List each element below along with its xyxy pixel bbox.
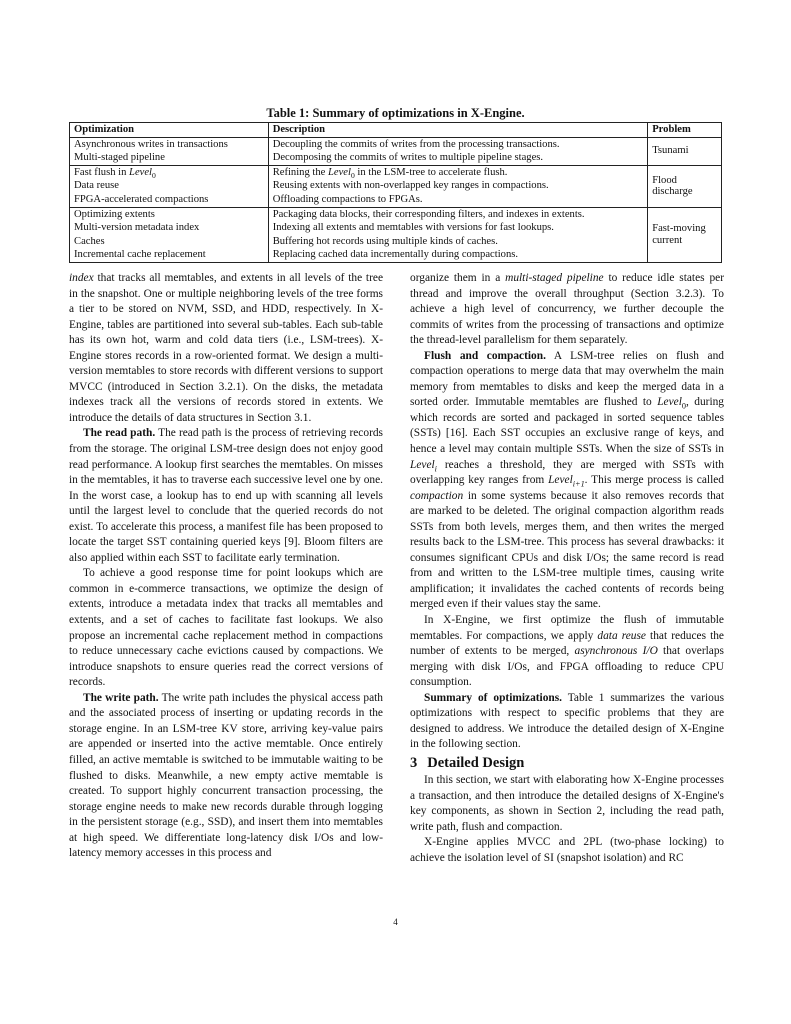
paragraph-text: A LSM-tree relies on flush and compaction operations to merge data that may overwhelm the main memory from memtables to disks and keep the merged data in a sorted order. Immutable memtables are flushed to [410,349,725,409]
cell-text: in the LSM-tree to accelerate flush. [354,166,508,178]
paragraph [69,271,383,426]
cell-optimization: Multi-staged pipeline [70,151,269,165]
cell-optimization: Multi-version metadata index [70,221,269,235]
paragraph-read-path [69,426,383,566]
table-row [70,248,722,262]
paragraph-text: The read path is the process of retrieving records from the storage. The original LSM-tree design does not enjoy good read performance. A lookup first searches the memtables. On misses in the memtables, it has to traverse each successive level one by one. In the worst case, a lookup has to end up with scanning all levels until the largest level to conclude that the queried records do not exist. To accelerate this process, a manifest file has been proposed to locate the target SST containing queried keys [9]. Bloom filters are also applied within each SST to facilitate early termination. [69,427,383,564]
run-in-heading: Summary of optimizations. [424,691,563,704]
paragraph: X-Engine applies MVCC and 2PL (two-phase locking) to achieve the isolation level of SI (snapshot isolation) and RC [410,836,724,864]
table-row [70,193,722,207]
paragraph-text: reaches a threshold, they are merged with SSTs with overlapping key ranges from [410,458,724,487]
paragraph: To achieve a good response time for point lookups which are common in e-commerce transactions, we optimize the design of extents, introduce a metadata index that tracks all memtables and extents, and a set of caches to facilitate fast lookups. We also propose an incremental cache replacement method in compactions to reduce unnecessary cache evictions caused by compactions. We introduce snapshots to ensure queries read the correct versions of records. [69,567,383,689]
paragraph-write-path [69,691,383,862]
run-in-heading: The write path. [83,691,159,704]
paragraph-text: . This merge process is called [584,474,724,487]
table-caption: Table 1: Summary of optimizations in X-Engine. [266,106,525,120]
cell-subscript: 0 [350,170,355,180]
cell-problem-fast-moving-current: Fast-moving current [648,207,722,262]
paragraph-text: organize them in a [410,272,506,284]
left-column [69,271,383,862]
optimizations-table [69,122,722,263]
italic-term: Level [657,396,682,409]
run-in-heading: Flush and compaction. [424,349,546,362]
paragraph-text: that tracks all memtables, and extents in all levels of the tree in the snapshot. One or multiple neighboring levels of the tree forms a tier to be stored on NVM, SSD, and HDD, respectively. In X-Engine, tables are partitioned into several sub-tables. Each sub-table has its own hot, warm and cold data tiers (i.e., LSM-trees). X-Engine stores records in a row-oriented format. We design a multi-version memtables to store records with different versions to support MVCC (introduced in Section 3.2.1). On the disks, the metadata indexes track all the versions of records stored in extents. We introduce the details of data structures in Section 3.1. [69,272,383,424]
paragraph-summary [410,691,724,753]
paragraph [410,613,724,691]
italic-term: data reuse [597,629,646,642]
paragraph-text: in some systems because it also removes records that are marked to be deleted. The original compaction algorithm reads SSTs from both levels, merges them, and then writes the merged results back to the LSM-tree. This process has several drawbacks: it consumes significant CPUs and disk I/Os; the same record is read from and written to the LSM-tree multiple times, causing write amplification; it invalidates the cached contents of records being merged even if their values stay the same. [410,489,724,611]
italic-term: index [69,272,94,284]
italic-term: compaction [410,489,464,502]
page-number: 4 [393,917,398,927]
paragraph-text: , during which records are sorted and packaged in sorted sequence tables (SSTs) [16]. Each SST occupies an exclusive range of keys, and hence a level may contain multiple SSTs. When the size of SSTs in [410,396,725,456]
cell-text: Refining the [272,166,328,178]
paragraph-text: Table 1 summarizes the various optimizations with respect to specific problems that they are designed to address. We introduce the detailed design of X-Engine in the following section. [410,691,724,751]
italic-term: asynchronous I/O [574,645,658,658]
cell-description: Decomposing the commits of writes to multiple pipeline stages. [268,151,648,165]
header-problem: Problem [648,123,722,138]
cell-subscript: 0 [152,170,156,180]
cell-optimization: Asynchronous writes in transactions [70,137,269,151]
paragraph [410,271,724,349]
cell-optimization: Optimizing extents [70,207,269,221]
cell-optimization: FPGA-accelerated compactions [70,193,269,207]
cell-description: Packaging data blocks, their corresponding filters, and indexes in extents. [268,207,648,221]
italic-term: multi-staged pipeline [505,272,604,284]
paragraph-text: In X-Engine, we first optimize the flush of immutable memtables. For compactions, we apply [410,614,724,642]
cell-description [268,165,648,179]
cell-optimization: Caches [70,235,269,249]
run-in-heading: The read path. [83,427,156,440]
section-heading [410,755,724,772]
paragraph-text: that overlaps merging with disk I/Os, and FPGA offloading to reduce CPU consumption. [410,645,724,689]
cell-italic: Level [129,166,152,178]
italic-term: Level [410,458,435,471]
paragraph-text: to reduce idle states per thread and improve the overall throughput (Section 3.2.3). To achieve a high level of concurrency, we further decouple the commits of writes from the processing of transactions and optimize the thread-level parallelism for them separately. [410,272,724,347]
table-row [70,221,722,235]
cell-italic: Level [328,166,351,178]
subscript [573,479,585,488]
italic-term: Level [548,474,573,487]
italic-term: i [434,463,437,473]
table-row [70,179,722,193]
cell-description: Decoupling the commits of writes from the processing transactions. [268,137,648,151]
section-title: Detailed Design [427,754,525,771]
table-row [70,207,722,221]
paragraph: In this section, we start with elaborating how X-Engine processes a transaction, and then introduce the detailed designs of X-Engine's key components, as shown in Section 2, including the read path, write path, flush and compaction. [410,773,724,833]
cell-description: Replacing cached data incrementally during compactions. [268,248,648,262]
cell-optimization [70,165,269,179]
header-description: Description [268,123,648,138]
section-number: 3 [410,754,418,771]
cell-text: Fast flush in [74,166,130,178]
cell-description: Reusing extents with non-overlapped key ranges in compactions. [268,179,648,193]
cell-description: Buffering hot records using multiple kinds of caches. [268,235,648,249]
table-row [70,151,722,165]
table-row [70,235,722,249]
paragraph-flush-compaction [410,349,724,613]
cell-problem-tsunami: Tsunami [648,137,722,165]
cell-description: Indexing all extents and memtables with versions for fast lookups. [268,221,648,235]
cell-description: Offloading compactions to FPGAs. [268,193,648,207]
paragraph-text: The write path includes the physical access path and the associated process of inserting or updating records in the storage engine. In an LSM-tree KV store, arriving key-value pairs are appended or inserted into the active memtable. Once entirely filled, an active memtable is switched to be immutable waiting to be flushed to disks. Meanwhile, a new empty active memtable is created. To support highly concurrent transaction processing, the storage engine needs to make new records durable through logging in the persistent storage (e.g., SSD), and insert them into memtables at high speed. We differentiate long-latency disk I/Os and low-latency memory accesses in this process and [69,691,383,860]
cell-optimization: Incremental cache replacement [70,248,269,262]
italic-term: i+1 [572,479,585,489]
cell-optimization: Data reuse [70,179,269,193]
table-header-row [70,123,722,138]
table-row [70,137,722,151]
paragraph-text: that reduces the number of extents to be merged, [410,629,724,658]
subscript: 0 [681,401,686,411]
right-column [410,271,724,866]
header-optimization: Optimization [70,123,269,138]
cell-problem-flood-discharge: Flood discharge [648,165,722,207]
table-row [70,165,722,179]
